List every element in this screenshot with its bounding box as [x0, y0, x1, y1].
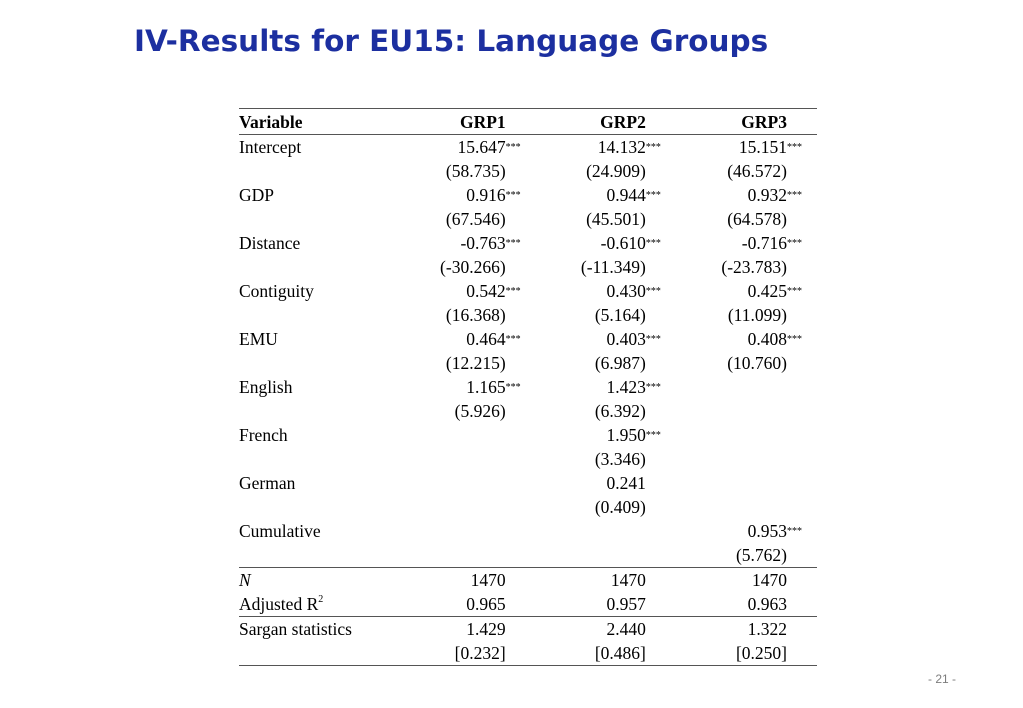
- coefficient-value: 0.542: [466, 281, 506, 301]
- coefficient-value: 0.408: [747, 329, 787, 349]
- table-row-n: [239, 568, 817, 593]
- german-coef-grp1: [395, 471, 535, 495]
- table-row-intercept-tstat: [239, 159, 817, 183]
- significance-marker: ***: [505, 334, 521, 345]
- row-label-n: N: [239, 568, 395, 593]
- contiguity-tstat-grp3: (11.099): [727, 305, 787, 325]
- row-label-empty: [239, 447, 395, 471]
- row-label-french: French: [239, 425, 288, 445]
- coefficient-value: 15.647: [457, 137, 506, 157]
- intercept-coef-grp3: [676, 135, 817, 160]
- intercept-tstat-grp1: (58.735): [445, 161, 506, 181]
- table-row-distance: [239, 231, 817, 255]
- table-row-gdp: [239, 183, 817, 207]
- distance-tstat-grp2: (-11.349): [580, 257, 646, 277]
- german-tstat-grp3: [676, 495, 817, 519]
- table-row-cumulative-tstat: [239, 543, 817, 568]
- contiguity-coef-grp1: [395, 279, 535, 303]
- english-tstat-grp3: [676, 399, 817, 423]
- coefficient-value: 0.430: [606, 281, 646, 301]
- distance-tstat-grp1: (-30.266): [440, 257, 506, 277]
- german-coef-grp3: [676, 471, 817, 495]
- row-label-empty: [239, 351, 395, 375]
- table-row-cumulative: [239, 519, 817, 543]
- table-row-sargan-pvalues: [239, 641, 817, 666]
- coefficient-value: 1.423: [606, 377, 646, 397]
- adj-r2-grp1: 0.965: [466, 594, 506, 614]
- row-label-intercept: Intercept: [239, 137, 302, 157]
- adj-r2-grp3: 0.963: [747, 594, 787, 614]
- significance-marker: ***: [645, 142, 661, 153]
- adjusted-r-text: Adjusted R: [239, 594, 319, 614]
- table-row-english: [239, 375, 817, 399]
- header-grp2: GRP2: [600, 112, 646, 132]
- sargan-grp3: 1.322: [676, 617, 817, 642]
- coefficient-value: 0.425: [747, 281, 787, 301]
- table-row-adjusted-r2: [239, 592, 817, 617]
- emu-tstat-grp1: (12.215): [445, 353, 506, 373]
- table-row-german-tstat: [239, 495, 817, 519]
- english-tstat-grp1: (5.926): [454, 401, 506, 421]
- coefficient-value: 0.944: [606, 185, 646, 205]
- coefficient-value: 0.953: [747, 521, 787, 541]
- significance-marker: ***: [505, 142, 521, 153]
- row-label-cumulative: Cumulative: [239, 521, 321, 541]
- gdp-tstat-grp2: (45.501): [586, 209, 646, 229]
- squared-superscript: 2: [318, 594, 324, 605]
- header-variable: Variable: [239, 112, 303, 132]
- significance-marker: ***: [645, 334, 661, 345]
- table-row-french-tstat: [239, 447, 817, 471]
- row-label-empty: [239, 255, 395, 279]
- row-label-empty: [239, 641, 395, 666]
- table-row-intercept: [239, 135, 817, 160]
- cumulative-tstat-grp2: [536, 543, 676, 568]
- table-row-sargan: [239, 617, 817, 642]
- french-coef-grp2: [536, 423, 676, 447]
- emu-coef-grp2: [536, 327, 676, 351]
- adj-r2-grp2: 0.957: [606, 594, 646, 614]
- english-coef-grp1: [395, 375, 535, 399]
- significance-marker: ***: [645, 286, 661, 297]
- english-coef-grp2: [536, 375, 676, 399]
- header-grp3: GRP3: [741, 112, 787, 132]
- n-grp2: 1470: [536, 568, 676, 593]
- significance-marker: ***: [505, 382, 521, 393]
- row-label-emu: EMU: [239, 329, 278, 349]
- english-coef-grp3: [676, 375, 817, 399]
- german-tstat-grp1: [395, 495, 535, 519]
- row-label-english: English: [239, 377, 293, 397]
- n-grp3: 1470: [676, 568, 817, 593]
- significance-marker: ***: [645, 430, 661, 441]
- intercept-tstat-grp2: (24.909): [586, 161, 646, 181]
- distance-coef-grp2: [536, 231, 676, 255]
- coefficient-value: -0.763: [460, 233, 506, 253]
- contiguity-tstat-grp2: (5.164): [594, 305, 646, 325]
- gdp-tstat-grp3: (64.578): [727, 209, 787, 229]
- significance-marker: ***: [505, 190, 521, 201]
- row-label-empty: [239, 543, 395, 568]
- table-row-gdp-tstat: [239, 207, 817, 231]
- distance-tstat-grp3: (-23.783): [721, 257, 787, 277]
- coefficient-value: 1.950: [606, 425, 646, 445]
- french-tstat-grp3: [676, 447, 817, 471]
- table-row-german: [239, 471, 817, 495]
- german-tstat-grp2: (0.409): [594, 497, 646, 517]
- row-label-contiguity: Contiguity: [239, 281, 314, 301]
- gdp-tstat-grp1: (67.546): [445, 209, 506, 229]
- regression-results-table: [239, 108, 817, 666]
- row-label-empty: [239, 399, 395, 423]
- row-label-gdp: GDP: [239, 185, 275, 205]
- significance-marker: ***: [787, 526, 802, 537]
- intercept-coef-grp2: [536, 135, 676, 160]
- coefficient-value: 14.132: [597, 137, 646, 157]
- table-row-contiguity-tstat: [239, 303, 817, 327]
- row-label-empty: [239, 303, 395, 327]
- english-tstat-grp2: (6.392): [594, 401, 646, 421]
- contiguity-tstat-grp1: (16.368): [445, 305, 506, 325]
- cumulative-coef-grp2: [536, 519, 676, 543]
- contiguity-coef-grp3: [676, 279, 817, 303]
- coefficient-value: 0.403: [606, 329, 646, 349]
- n-grp1: 1470: [395, 568, 535, 593]
- significance-marker: ***: [787, 190, 802, 201]
- coefficient-value: -0.716: [741, 233, 787, 253]
- contiguity-coef-grp2: [536, 279, 676, 303]
- coefficient-value: 0.916: [466, 185, 506, 205]
- significance-marker: ***: [505, 238, 521, 249]
- gdp-coef-grp2: [536, 183, 676, 207]
- significance-marker: ***: [645, 238, 661, 249]
- gdp-coef-grp3: [676, 183, 817, 207]
- row-label-empty: [239, 159, 395, 183]
- cumulative-tstat-grp1: [395, 543, 535, 568]
- french-tstat-grp1: [395, 447, 535, 471]
- table-row-english-tstat: [239, 399, 817, 423]
- emu-coef-grp1: [395, 327, 535, 351]
- table-row-distance-tstat: [239, 255, 817, 279]
- coefficient-value: -0.610: [600, 233, 646, 253]
- distance-coef-grp3: [676, 231, 817, 255]
- significance-marker: ***: [645, 382, 661, 393]
- page-number: - 21 -: [928, 672, 957, 686]
- french-tstat-grp2: (3.346): [594, 449, 646, 469]
- emu-tstat-grp3: (10.760): [727, 353, 787, 373]
- header-grp1: GRP1: [459, 112, 506, 132]
- table-row-french: [239, 423, 817, 447]
- table-row-emu-tstat: [239, 351, 817, 375]
- significance-marker: ***: [787, 238, 802, 249]
- significance-marker: ***: [787, 142, 802, 153]
- significance-marker: ***: [645, 190, 661, 201]
- row-label-distance: Distance: [239, 233, 301, 253]
- sargan-grp1: 1.429: [395, 617, 535, 642]
- table-header-row: [239, 109, 817, 135]
- row-label-empty: [239, 495, 395, 519]
- coefficient-value: 15.151: [738, 137, 787, 157]
- significance-marker: ***: [787, 334, 802, 345]
- significance-marker: ***: [787, 286, 802, 297]
- sargan-pvalue-grp3: [0.250]: [676, 641, 817, 666]
- french-coef-grp1: [395, 423, 535, 447]
- french-coef-grp3: [676, 423, 817, 447]
- intercept-tstat-grp3: (46.572): [727, 161, 787, 181]
- german-coef-grp2: [536, 471, 676, 495]
- coefficient-value: 1.165: [466, 377, 506, 397]
- sargan-pvalue-grp1: [0.232]: [395, 641, 535, 666]
- gdp-coef-grp1: [395, 183, 535, 207]
- emu-coef-grp3: [676, 327, 817, 351]
- significance-marker: ***: [505, 286, 521, 297]
- summary-rows: [239, 568, 817, 666]
- coefficient-value: 0.932: [747, 185, 787, 205]
- cumulative-coef-grp3: [676, 519, 817, 543]
- row-label-empty: [239, 207, 395, 231]
- emu-tstat-grp2: (6.987): [594, 353, 646, 373]
- sargan-grp2: 2.440: [536, 617, 676, 642]
- row-label-sargan: Sargan statistics: [239, 617, 395, 642]
- cumulative-coef-grp1: [395, 519, 535, 543]
- coefficient-rows: [239, 135, 817, 568]
- cumulative-tstat-grp3: (5.762): [735, 545, 787, 565]
- sargan-pvalue-grp2: [0.486]: [536, 641, 676, 666]
- table-row-contiguity: [239, 279, 817, 303]
- row-label-german: German: [239, 473, 296, 493]
- table-row-emu: [239, 327, 817, 351]
- intercept-coef-grp1: [395, 135, 535, 160]
- slide-title: IV-Results for EU15: Language Groups: [134, 24, 769, 58]
- distance-coef-grp1: [395, 231, 535, 255]
- coefficient-value: 0.241: [606, 473, 646, 493]
- row-label-adjusted-r2: [239, 592, 395, 617]
- coefficient-value: 0.464: [466, 329, 506, 349]
